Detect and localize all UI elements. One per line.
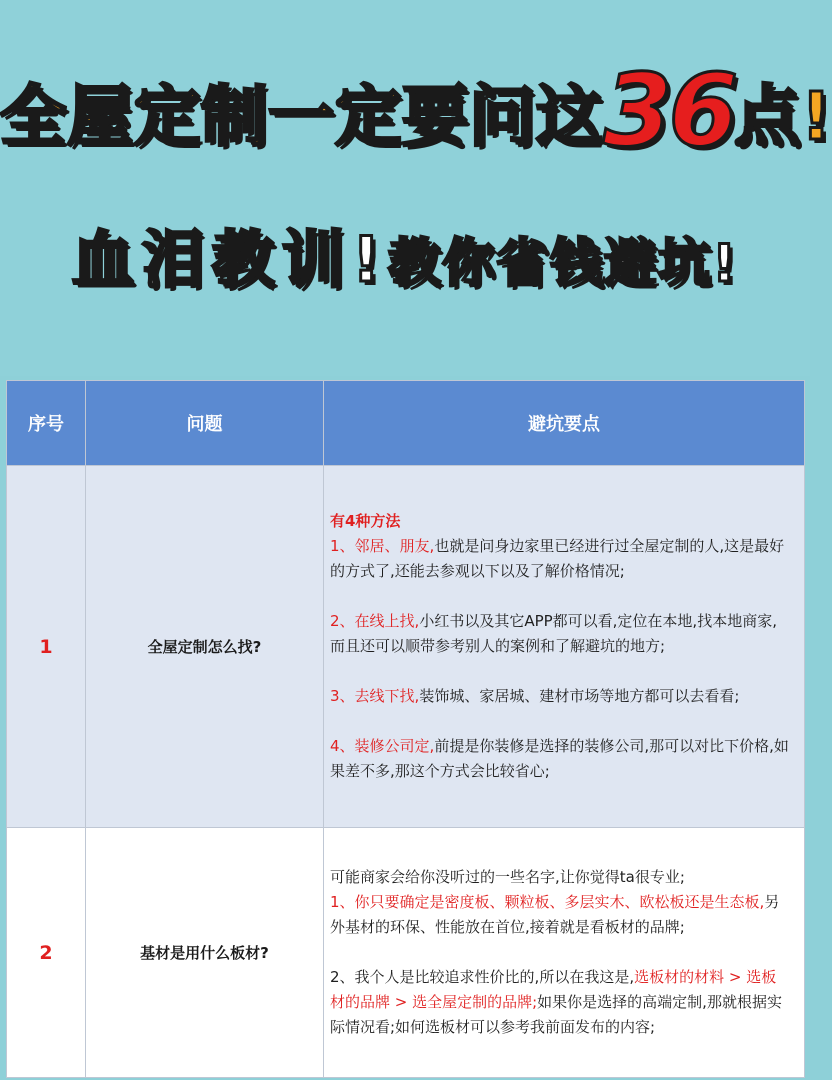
tip-highlight: 2、在线上找, — [330, 612, 420, 630]
tip-highlight: 1、你只要确定是密度板、颗粒板、多层实木、欧松板还是生态板, — [330, 893, 765, 911]
tip-text: 2、我个人是比较追求性价比的,所以在我这是, — [330, 968, 635, 986]
tip-highlight: 1、邻居、朋友, — [330, 537, 435, 555]
page-title — [0, 52, 832, 169]
header-tips: 避坑要点 — [324, 381, 805, 466]
tips-intro: 可能商家会给你没听过的一些名字,让你觉得ta很专业; — [330, 868, 685, 886]
tip-paragraph — [330, 534, 790, 584]
tip-paragraph — [330, 684, 790, 709]
tip-highlight: 4、装修公司定, — [330, 737, 435, 755]
row-question: 基材是用什么板材? — [86, 828, 324, 1078]
title-prefix: 全屋定制一定要问这 — [0, 78, 603, 155]
row-index: 2 — [7, 828, 86, 1078]
table-header-row — [7, 381, 805, 466]
subtitle — [0, 210, 810, 299]
tip-paragraph — [330, 734, 790, 784]
tip-paragraph — [330, 890, 790, 940]
header-index: 序号 — [7, 381, 86, 466]
title-suffix: 点! — [734, 78, 832, 155]
row-tips — [324, 466, 805, 828]
hero-banner — [0, 0, 832, 376]
tips-table — [6, 380, 804, 1078]
row-question: 全屋定制怎么找? — [86, 466, 324, 828]
subtitle-b: 教你省钱避坑! — [388, 234, 738, 294]
tip-highlight: 3、去线下找, — [330, 687, 420, 705]
tips-intro: 有4种方法 — [330, 512, 401, 530]
tip-text: 小红书以及其它APP都可以看,定位在本地,找本地商家,而且还可以顺带参考别人的案例和了解避坑的地方; — [330, 612, 777, 655]
header-question: 问题 — [86, 381, 324, 466]
row-tips — [324, 828, 805, 1078]
tip-paragraph — [330, 609, 790, 659]
title-number: 36 — [603, 52, 735, 169]
tip-text: 也就是问身边家里已经进行过全屋定制的人,这是最好的方式了,还能去参观以下以及了解价格情况; — [330, 537, 785, 580]
subtitle-a: 血泪教训! — [72, 223, 389, 296]
tip-text: 另外基材的环保、性能放在首位,接着就是看板材的品牌; — [330, 893, 780, 936]
row-index: 1 — [7, 466, 86, 828]
table-row — [7, 828, 805, 1078]
table-row — [7, 466, 805, 828]
tip-highlight: 选板材的材料 > 选板材的品牌 > 选全屋定制的品牌; — [330, 968, 777, 1011]
tip-paragraph — [330, 965, 790, 1040]
tip-text: 前提是你装修是选择的装修公司,那可以对比下价格,如果差不多,那这个方式会比较省心; — [330, 737, 789, 780]
tip-text: 装饰城、家居城、建材市场等地方都可以去看看; — [419, 687, 740, 705]
tip-text: 如果你是选择的高端定制,那就根据实际情况看;如何选板材可以参考我前面发布的内容; — [330, 993, 782, 1036]
